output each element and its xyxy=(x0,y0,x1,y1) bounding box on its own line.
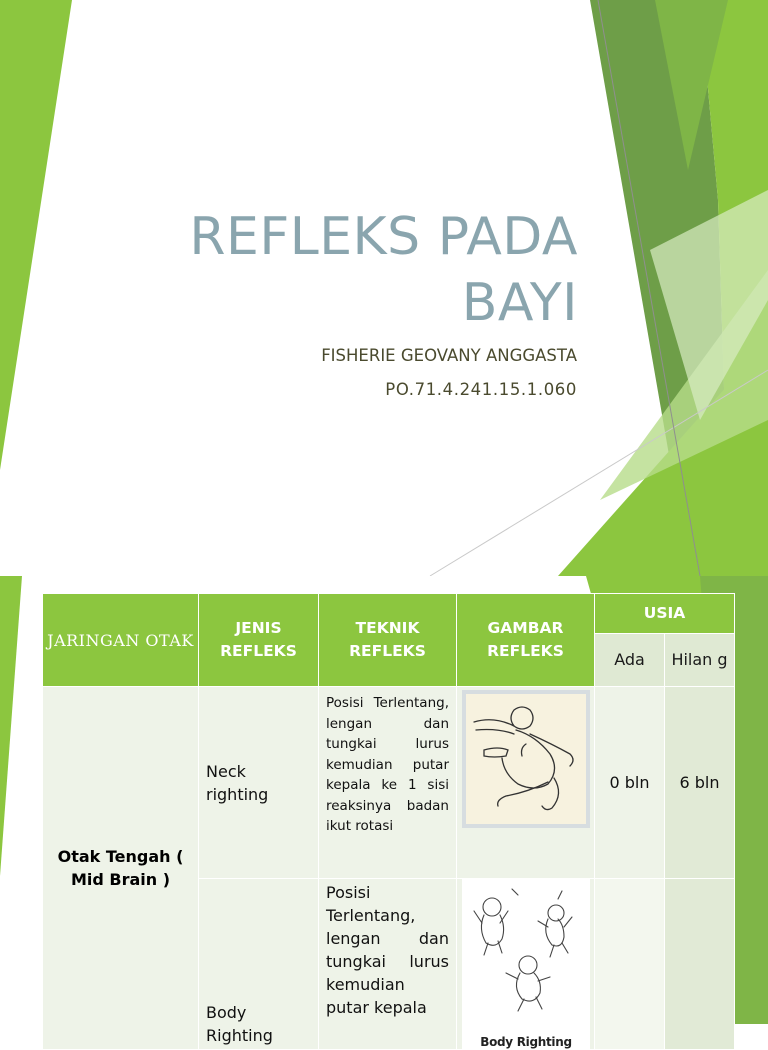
infant-neck-righting-image xyxy=(462,690,590,828)
title-line-2: BAYI xyxy=(461,273,578,333)
infant-body-righting-image xyxy=(462,879,590,1049)
title-line-1: REFLEKS PADA xyxy=(189,207,578,267)
image-caption-body-righting: Body Righting xyxy=(480,1035,572,1049)
reflex-technique-neck: Posisi Terlentang, lengan dan tungkai lurus kemudian putar kepala ke 1 sisi reaksinya badan ikut rotasi xyxy=(319,687,457,879)
header-teknik-refleks: TEKNIK REFLEKS xyxy=(319,594,457,687)
slide-title xyxy=(118,204,578,336)
brain-region-cell: Otak Tengah ( Mid Brain ) xyxy=(43,687,199,1050)
header-hilang: Hilan g xyxy=(665,634,735,687)
header-jenis-refleks: JENIS REFLEKS xyxy=(199,594,319,687)
age-disappear-neck: 6 bln xyxy=(665,687,735,879)
author-name: FISHERIE GEOVANY ANGGASTA xyxy=(321,346,577,365)
reflex-type-body: Body Righting xyxy=(199,879,319,1050)
infant-neck-righting-illustration-icon xyxy=(466,694,586,824)
reflex-table xyxy=(42,593,735,1050)
reflex-table-slide xyxy=(0,576,768,1049)
age-disappear-body xyxy=(665,879,735,1050)
header-jaringan-otak: JARINGAN OTAK xyxy=(43,594,199,687)
age-appear-neck: 0 bln xyxy=(595,687,665,879)
student-id: PO.71.4.241.15.1.060 xyxy=(385,380,577,399)
infant-body-righting-illustration-icon xyxy=(462,879,590,1029)
age-appear-body xyxy=(595,879,665,1050)
reflex-type-neck: Neck righting xyxy=(199,687,319,879)
header-ada: Ada xyxy=(595,634,665,687)
reflex-technique-body: Posisi Terlentang, lengan dan tungkai lurus kemudian putar kepala xyxy=(319,879,457,1050)
header-gambar-refleks: GAMBAR REFLEKS xyxy=(457,594,595,687)
header-usia: USIA xyxy=(595,594,735,634)
reflex-image-cell-neck xyxy=(457,687,595,879)
reflex-image-cell-body xyxy=(457,879,595,1050)
